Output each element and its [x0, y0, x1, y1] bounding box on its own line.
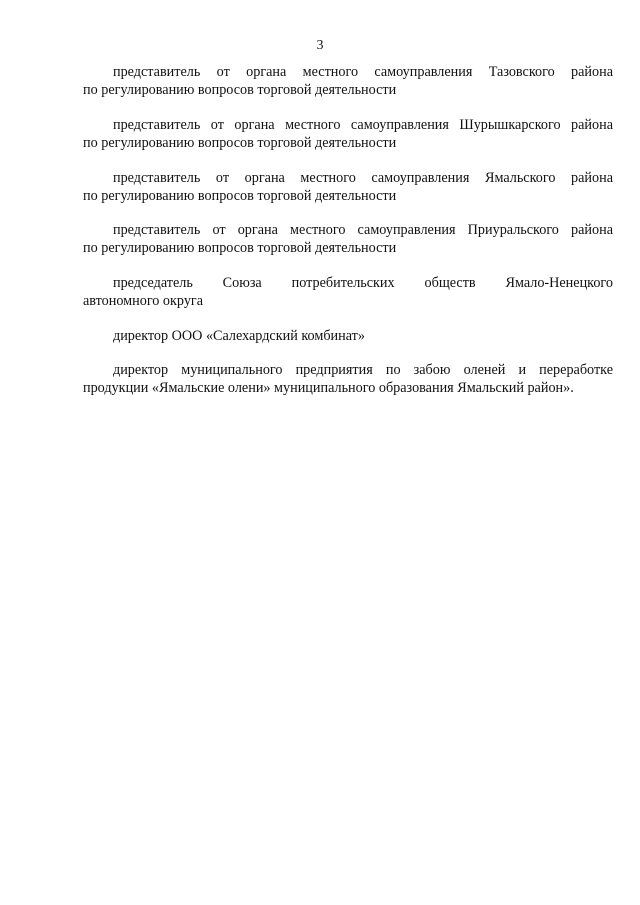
paragraph-line: директор ООО «Салехардский комбинат»: [113, 328, 365, 344]
paragraph-line: директор муниципального предприятия по забою оленей и переработке: [113, 362, 613, 378]
paragraph-line: представитель от органа местного самоуправления Шурышкарского района: [113, 117, 613, 133]
paragraph-line: представитель от органа местного самоуправления Приуральского района: [113, 222, 613, 238]
paragraph-line: председатель Союза потребительских обществ Ямало-Ненецкого: [113, 275, 613, 291]
page-number: 3: [316, 38, 324, 53]
paragraph-line: по регулированию вопросов торговой деятельности: [83, 82, 397, 98]
paragraph-line: представитель от органа местного самоуправления Ямальского района: [113, 170, 613, 186]
paragraph-line: автономного округа: [83, 293, 204, 309]
paragraph-line: по регулированию вопросов торговой деятельности: [83, 240, 397, 256]
paragraph-salekhard-director: [83, 327, 613, 345]
paragraph-consumer-union-chairman: [83, 274, 613, 310]
paragraph-line: по регулированию вопросов торговой деятельности: [83, 188, 397, 204]
paragraph-line: по регулированию вопросов торговой деятельности: [83, 135, 397, 151]
paragraph-line: продукции «Ямальские олени» муниципального образования Ямальский район».: [83, 380, 574, 396]
paragraph-line: представитель от органа местного самоуправления Тазовского района: [113, 64, 613, 80]
paragraph-yamalsky-representative: [83, 169, 613, 205]
paragraph-reindeer-enterprise-director: [83, 361, 613, 397]
paragraph-shuryshkarsky-representative: [83, 116, 613, 152]
paragraph-priuralsky-representative: [83, 221, 613, 257]
paragraph-tazovsky-representative: [83, 63, 613, 99]
